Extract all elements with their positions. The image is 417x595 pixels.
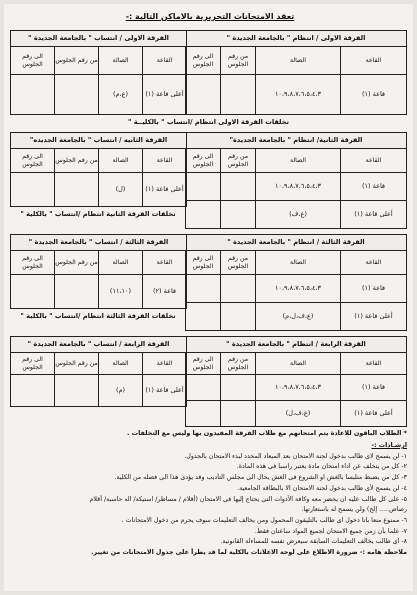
from-seat-cell: [221, 201, 256, 229]
section-header: الفرقة الثانية/ انتظام " بالجامعة الجديدة": [185, 133, 406, 149]
col-room: الصالة: [256, 353, 341, 375]
col-room: الصالة: [99, 251, 143, 275]
to-seat-cell: [185, 303, 220, 331]
hall-cell: أعلى قاعة (١): [341, 303, 407, 331]
instruction-line: رصاص..... إلخ) ولن يسمح له باستعارتها.: [301, 506, 407, 514]
hall-cell: أعلى قاعة (١): [143, 375, 187, 407]
col-from-seat: من رقم الجلوس: [55, 353, 99, 375]
room-cell: (ع،م): [99, 75, 143, 115]
to-seat-cell: [185, 375, 220, 401]
from-seat-cell: [221, 401, 256, 427]
section-header: الفرقة الرابعة / انتظام " بالجامعة الجديدة ": [185, 337, 406, 353]
instruction-line: ٤- لن يسمح لأى طالب بدخول لجنة الامتحان الا بالبطاقة الجامعية.: [237, 484, 407, 492]
hall-cell: قاعة (٢): [143, 275, 187, 309]
instruction-line: ٢- كل من يتخلف عن اداء امتحان مادة يعتبر راسبا فى هذه المادة.: [236, 463, 407, 471]
to-seat-cell: [185, 275, 220, 303]
table-year4-regular: [185, 336, 407, 427]
note-year3-failures: تخلفات الفرقة الثالثة انتظام /انتساب " بالكلية ": [20, 312, 176, 320]
col-to-seat: الى رقم الجلوس: [185, 149, 220, 173]
col-from-seat: من رقم الجلوس: [221, 353, 256, 375]
room-cell: ١٠،٩،٨،٧،٦،٥،٤،٣: [256, 375, 341, 401]
col-from-seat: من رقم الجلوس: [221, 149, 256, 173]
col-hall: القاعة: [341, 149, 407, 173]
col-to-seat: الى رقم الجلوس: [185, 47, 220, 75]
col-from-seat: من رقم الجلوس: [55, 149, 99, 173]
col-from-seat: من رقم الجلوس: [55, 47, 99, 75]
instructions-heading: ارشـادات :-: [371, 442, 407, 449]
hall-cell: قاعة (١): [341, 375, 407, 401]
col-to-seat: الى رقم الجلوس: [11, 149, 55, 173]
from-seat-cell: [55, 375, 99, 407]
to-seat-cell: [185, 401, 220, 427]
col-hall: القاعة: [143, 47, 187, 75]
table-year1-regular: [185, 30, 407, 115]
col-to-seat: الى رقم الجلوس: [11, 353, 55, 375]
section-header: الفرقة الثالثة / انتساب " بالجامعة الجديدة ": [11, 235, 187, 251]
to-seat-cell: [185, 75, 220, 115]
hall-cell: قاعة (١): [341, 173, 407, 201]
room-cell: ١٠،٩،٨،٧،٦،٥،٤،٣: [256, 275, 341, 303]
room-cell: ١٠،٩،٨،٧،٦،٥،٤،٣: [256, 75, 341, 115]
table-year3-regular: [185, 234, 407, 331]
col-room: الصالة: [99, 353, 143, 375]
table-year4-affiliation: [10, 336, 187, 407]
instruction-line: ٥- على كل طالب عليه ان يحضر معه وكافة الأدوات التى يحتاج إليها فى الامتحان (أقلام / مساطر/ استيكة/ اله حاسبة/ أقلام: [89, 495, 407, 503]
section-header: الفرقة الرابعة / انتساب " بالجامعة الجديدة ": [11, 337, 187, 353]
hall-cell: أعلى قاعة (١): [143, 75, 187, 115]
hall-cell: قاعة (١): [341, 275, 407, 303]
col-hall: القاعة: [341, 47, 407, 75]
instruction-line: ٣- كل من يضبط متلبسا بالغش او الشروع فى الغش يحال الى مجلس التأديب وقد يؤدى هذا الى فصله من الكلية.: [114, 474, 407, 482]
room-cell: (ع،ف،ل،م): [256, 303, 341, 331]
table-year1-affiliation: [10, 30, 187, 115]
instruction-line: ٦- ممنوع منعا باتا دخول اى طالب بالتليفون المحمول ومن يخالف التعليمات سوف يحرم من دخول الامتحانات .: [121, 516, 407, 524]
col-room: الصالة: [256, 47, 341, 75]
col-hall: القاعة: [341, 251, 407, 275]
col-room: الصالة: [99, 149, 143, 173]
hall-cell: أعلى قاعة (١): [341, 401, 407, 427]
from-seat-cell: [221, 173, 256, 201]
col-from-seat: من رقم الجلوس: [55, 251, 99, 275]
room-cell: (م): [99, 375, 143, 407]
instruction-line: ١- لن يسمح لاى طالب بدخول لجنة الامتحان بعد الميعاد المحدد لبدء الامتحان بالجدول.: [184, 452, 407, 460]
col-room: الصالة: [256, 251, 341, 275]
col-from-seat: من رقم الجلوس: [221, 47, 256, 75]
room-cell: (ع،ف،ل): [256, 401, 341, 427]
col-hall: القاعة: [143, 251, 187, 275]
from-seat-cell: [221, 303, 256, 331]
note-year2-failures: تخلفات الفرقة الثانية انتظام /انتساب " بالكلية ": [20, 210, 176, 218]
section-header: الفرقة الثانيه / انتساب " بالجامعة الجديده": [11, 133, 187, 149]
col-to-seat: الى رقم الجلوس: [11, 251, 55, 275]
section-header: الفرقة الثالثة / انتظام " بالجامعة الجديدة ": [185, 235, 406, 251]
section-header: الفرقة الاولى / انتظام " بالجامعة الجديدة ": [185, 31, 406, 47]
note-year1-failures: تخلفات الفرقة الاولى انتظام /انتساب " بالكليــة ": [128, 118, 289, 126]
col-hall: القاعة: [143, 149, 187, 173]
from-seat-cell: [55, 75, 99, 115]
from-seat-cell: [55, 275, 99, 309]
room-cell: ١٠،٩،٨،٧،٦،٥،٤،٣: [256, 173, 341, 201]
section-header: الفرقة الاولى / انتساب " بالجامعة الجديدة ": [11, 31, 187, 47]
table-year2-regular: [185, 132, 407, 229]
to-seat-cell: [11, 75, 55, 115]
table-year2-affiliation: [10, 132, 187, 207]
col-to-seat: الى رقم الجلوس: [11, 47, 55, 75]
note-repeat-students: * الطلاب الباقون للاعادة يتم امتحانهم مع طلاب الفرقة المقيدون بها وليس مع التخلفات .: [127, 429, 407, 437]
hall-cell: أعلى قاعة (١): [341, 201, 407, 229]
hall-cell: أعلى قاعة (١): [143, 173, 187, 207]
table-year3-affiliation: [10, 234, 187, 309]
col-room: الصالة: [256, 149, 341, 173]
important-note: ملاحظة هامه :- ضرورة الاطلاع على لوحة الاعلانات بالكلية لما قد يطرأ على جدول الامتحانات من تغيير.: [91, 549, 407, 557]
to-seat-cell: [185, 201, 220, 229]
from-seat-cell: [55, 173, 99, 207]
col-to-seat: الى رقم الجلوس: [185, 353, 220, 375]
from-seat-cell: [221, 375, 256, 401]
col-hall: القاعة: [143, 353, 187, 375]
room-cell: (١١،١٠): [99, 275, 143, 309]
room-cell: (ع،ف): [256, 201, 341, 229]
to-seat-cell: [11, 275, 55, 309]
from-seat-cell: [221, 275, 256, 303]
col-from-seat: من رقم الجلوس: [221, 251, 256, 275]
instruction-line: ٨- اى طالب يخالف التعليمات السابقة سيعرض نفسه للمساءلة القانونية.: [220, 538, 407, 546]
to-seat-cell: [11, 173, 55, 207]
to-seat-cell: [185, 173, 220, 201]
exam-locations-page: [4, 4, 413, 591]
col-to-seat: الى رقم الجلوس: [185, 251, 220, 275]
instruction-line: ٧- علما بأن زمن جميع الامتحان لجميع المواد ساعتان فقط.: [254, 527, 407, 535]
hall-cell: قاعة (١): [341, 75, 407, 115]
col-room: الصالة: [99, 47, 143, 75]
room-cell: (ل): [99, 173, 143, 207]
col-hall: القاعة: [341, 353, 407, 375]
from-seat-cell: [221, 75, 256, 115]
instructions-block: [10, 441, 407, 559]
to-seat-cell: [11, 375, 55, 407]
page-title: تعقد الامتحانات التحريرية بالاماكن التالية :-: [125, 12, 295, 21]
